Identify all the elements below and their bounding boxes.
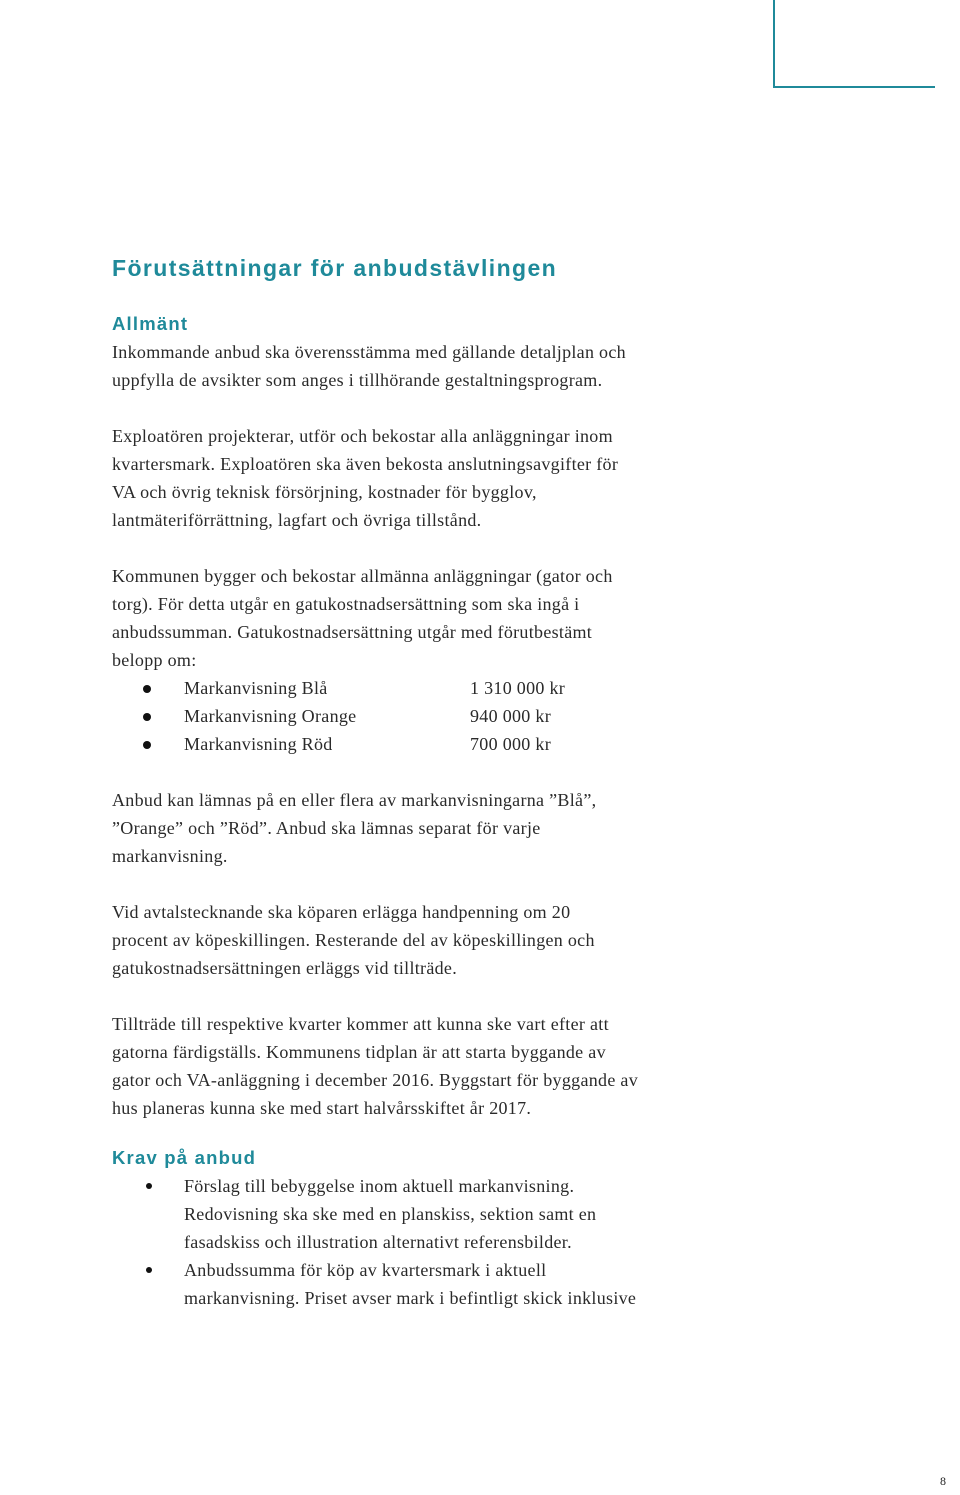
bullet-icon xyxy=(112,674,184,702)
list-item xyxy=(112,730,752,758)
section-heading-allmant: Allmänt xyxy=(112,313,189,334)
text-line: torg). För detta utgår en gatukostnadsersättning som ska ingå i xyxy=(112,594,580,614)
text-line: gatorna färdigställs. Kommunens tidplan är att starta byggande av xyxy=(112,1042,606,1062)
text-line: gatukostnadsersättningen erläggs vid tillträde. xyxy=(112,958,458,978)
text-line: Vid avtalstecknande ska köparen erlägga handpenning om 20 xyxy=(112,902,571,922)
bullet-icon xyxy=(112,1256,184,1312)
text-line: belopp om: xyxy=(112,650,197,670)
text-line: markanvisning. Priset avser mark i befintligt skick inklusive xyxy=(184,1288,637,1308)
text-line: uppfylla de avsikter som anges i tillhörande gestaltningsprogram. xyxy=(112,370,603,390)
paragraph-5 xyxy=(112,898,752,982)
cost-name: Markanvisning Orange xyxy=(184,705,357,726)
text-line: markanvisning. xyxy=(112,846,228,866)
requirements-list xyxy=(112,1172,752,1312)
page-number: 8 xyxy=(940,1474,946,1488)
paragraph-1 xyxy=(112,338,752,394)
text-line: Exploatören projekterar, utför och bekostar alla anläggningar inom xyxy=(112,426,613,446)
paragraph-3 xyxy=(112,562,752,674)
text-line: Kommunen bygger och bekostar allmänna anläggningar (gator och xyxy=(112,566,613,586)
bullet-icon xyxy=(112,702,184,730)
section-heading-krav: Krav på anbud xyxy=(112,1147,257,1168)
bullet-icon xyxy=(112,730,184,758)
text-line: fasadskiss och illustration alternativt referensbilder. xyxy=(184,1232,572,1252)
list-item xyxy=(112,702,752,730)
text-line: Inkommande anbud ska överensstämma med gällande detaljplan och xyxy=(112,342,626,362)
page-title: Förutsättningar för anbudstävlingen xyxy=(112,255,558,281)
text-line: kvartersmark. Exploatören ska även bekosta anslutningsavgifter för xyxy=(112,454,619,474)
text-line: lantmäteriförrättning, lagfart och övriga tillstånd. xyxy=(112,510,482,530)
text-line: procent av köpeskillingen. Resterande del av köpeskillingen och xyxy=(112,930,595,950)
text-line: Tillträde till respektive kvarter kommer att kunna ske vart efter att xyxy=(112,1014,609,1034)
text-line: Förslag till bebyggelse inom aktuell markanvisning. xyxy=(184,1176,575,1196)
cost-amount: 940 000 kr xyxy=(470,705,551,726)
list-item xyxy=(112,1256,752,1312)
cost-name: Markanvisning Blå xyxy=(184,677,328,698)
paragraph-2 xyxy=(112,422,752,534)
text-line: ”Orange” och ”Röd”. Anbud ska lämnas separat för varje xyxy=(112,818,541,838)
list-item xyxy=(112,674,752,702)
paragraph-4 xyxy=(112,786,752,870)
text-line: Anbud kan lämnas på en eller flera av markanvisningarna ”Blå”, xyxy=(112,790,597,810)
cost-list xyxy=(112,674,752,758)
paragraph-6 xyxy=(112,1010,752,1122)
cost-amount: 1 310 000 kr xyxy=(470,677,566,698)
text-line: anbudssumman. Gatukostnadsersättning utgår med förutbestämt xyxy=(112,622,593,642)
text-line: Anbudssumma för köp av kvartersmark i aktuell xyxy=(184,1260,547,1280)
text-line: VA och övrig teknisk försörjning, kostnader för bygglov, xyxy=(112,482,537,502)
bullet-icon xyxy=(112,1172,184,1256)
cost-name: Markanvisning Röd xyxy=(184,733,333,754)
cost-amount: 700 000 kr xyxy=(470,733,551,754)
page-content xyxy=(112,248,752,1312)
list-item xyxy=(112,1172,752,1256)
text-line: gator och VA-anläggning i december 2016. Byggstart för byggande av xyxy=(112,1070,639,1090)
corner-frame-decoration xyxy=(773,0,935,88)
text-line: Redovisning ska ske med en planskiss, sektion samt en xyxy=(184,1204,597,1224)
text-line: hus planeras kunna ske med start halvårsskiftet år 2017. xyxy=(112,1098,532,1118)
